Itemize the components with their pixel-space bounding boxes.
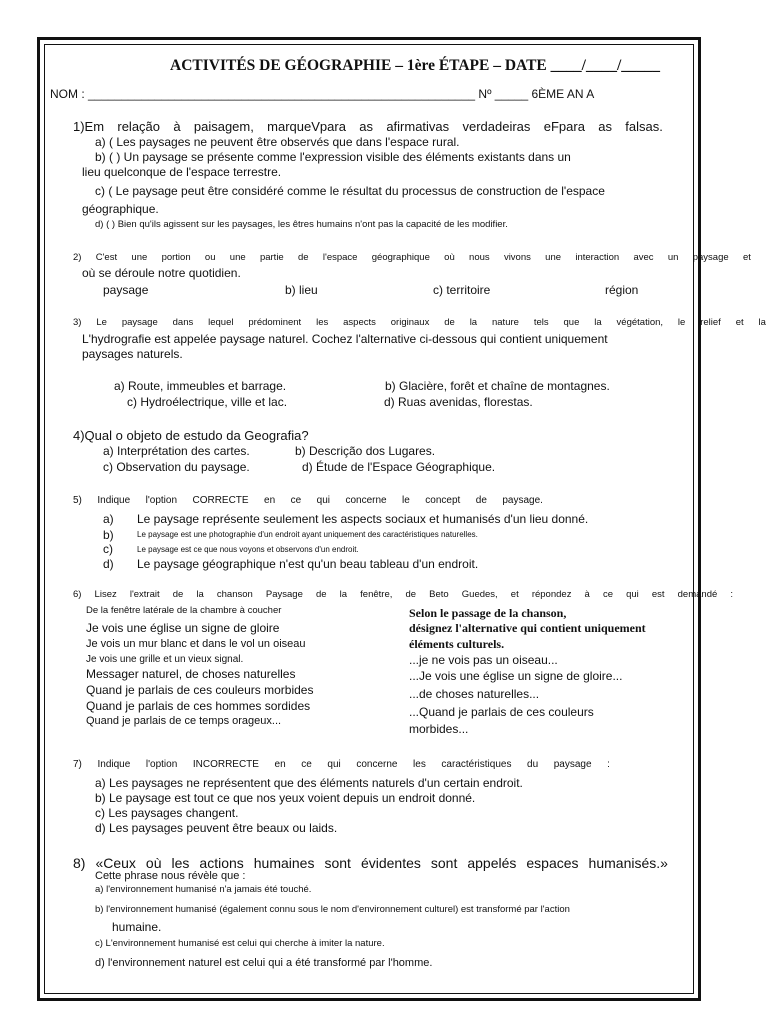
stem-word: où bbox=[145, 855, 162, 871]
stem-word: végétation, bbox=[616, 317, 664, 328]
question-6-prompt-3: éléments culturels. bbox=[409, 637, 505, 651]
question-6-answer-4-cont: morbides... bbox=[409, 722, 469, 736]
stem-word: de bbox=[475, 495, 487, 506]
stem-word: les bbox=[316, 317, 329, 328]
stem-word: caractéristiques bbox=[441, 759, 512, 770]
stem-word: la bbox=[758, 317, 766, 328]
question-6-prompt-2: désignez l'alternative qui contient uniquement bbox=[409, 621, 646, 635]
stem-word: : bbox=[607, 759, 610, 770]
stem-word: paysage bbox=[692, 252, 729, 263]
question-6-answer-3: ...de choses naturelles... bbox=[409, 687, 540, 701]
stem-word: qui bbox=[626, 589, 639, 600]
question-3-option-d: d) Ruas avenidas, florestas. bbox=[384, 395, 533, 409]
stem-word: marqueVpara bbox=[267, 119, 346, 134]
question-5-label-a: a) bbox=[103, 512, 114, 526]
stem-word: humanisés.» bbox=[588, 855, 668, 871]
stem-word: INCORRECTE bbox=[192, 759, 259, 770]
stem-word: paisagem, bbox=[193, 119, 254, 134]
question-5-label-c: c) bbox=[103, 542, 113, 556]
question-5-label-d: d) bbox=[103, 557, 114, 571]
stem-word: paysage bbox=[553, 759, 592, 770]
stem-word: de bbox=[172, 589, 184, 600]
stem-word: concerne bbox=[345, 495, 387, 506]
question-3-stem-cont-2: paysages naturels. bbox=[82, 347, 183, 361]
lyric-line-6: Quand je parlais de ces couleurs morbides bbox=[86, 683, 314, 697]
stem-word: afirmativas bbox=[386, 119, 450, 134]
question-3-stem-cont: L'hydrografie est appelée paysage naturel. Cochez l'alternative ci-dessous qui contient uniquement bbox=[82, 332, 608, 346]
stem-word: Guedes, bbox=[461, 589, 498, 600]
stem-word: relação bbox=[117, 119, 161, 134]
question-7-option-c: c) Les paysages changent. bbox=[95, 806, 239, 820]
stem-word: et bbox=[510, 589, 519, 600]
stem-word: lequel bbox=[208, 317, 234, 328]
stem-word: ce bbox=[301, 759, 312, 770]
stem-word: Beto bbox=[429, 589, 449, 600]
question-3-option-b: b) Glacière, forêt et chaîne de montagnes. bbox=[385, 379, 610, 393]
stem-word: verdadeiras bbox=[462, 119, 531, 134]
question-2-option-a: paysage bbox=[103, 283, 149, 297]
stem-word: eFpara bbox=[543, 119, 585, 134]
stem-word: le bbox=[677, 317, 686, 328]
stem-word: CORRECTE bbox=[192, 495, 249, 506]
stem-word: que bbox=[563, 317, 580, 328]
stem-word: 5) bbox=[73, 495, 82, 506]
question-4-stem: 4)Qual o objeto de estudo da Geografia? bbox=[73, 428, 309, 443]
lyric-line-3: Je vois un mur blanc et dans le vol un oiseau bbox=[86, 638, 306, 650]
question-1-option-c: c) ( Le paysage peut être considéré comme le résultat du processus de construction de l'espace bbox=[95, 184, 605, 198]
stem-word: Indique bbox=[97, 495, 131, 506]
stem-word: aspects bbox=[343, 317, 376, 328]
stem-word: «Ceux bbox=[95, 855, 136, 871]
stem-word: en bbox=[264, 495, 276, 506]
stem-word: 3) bbox=[73, 317, 82, 328]
stem-word: nature bbox=[491, 317, 519, 328]
stem-word: vivons bbox=[503, 252, 531, 263]
lyric-line-2: Je vois une église un signe de gloire bbox=[86, 621, 280, 635]
stem-word: qui bbox=[316, 495, 330, 506]
stem-word: paysage bbox=[121, 317, 158, 328]
question-8-option-d: d) l'environnement naturel est celui qui a été transformé par l'homme. bbox=[95, 957, 433, 969]
stem-word: ce bbox=[290, 495, 302, 506]
stem-word: une bbox=[229, 252, 246, 263]
question-6-stem bbox=[73, 590, 733, 601]
stem-word: où bbox=[444, 252, 455, 263]
stem-word: de bbox=[444, 317, 455, 328]
question-3-stem bbox=[73, 318, 766, 329]
stem-word: Indique bbox=[97, 759, 131, 770]
stem-word: portion bbox=[161, 252, 191, 263]
stem-word: est bbox=[651, 589, 665, 600]
question-1-option-b-cont: lieu quelconque de l'espace terrestre. bbox=[82, 165, 282, 179]
stem-word: demandé bbox=[677, 589, 718, 600]
stem-word: à bbox=[173, 119, 181, 134]
lyric-line-8: Quand je parlais de ce temps orageux... bbox=[86, 715, 282, 727]
stem-word: de bbox=[405, 589, 417, 600]
question-1-option-a: a) ( Les paysages ne peuvent être observés que dans l'espace rural. bbox=[95, 135, 460, 149]
stem-word: l'option bbox=[145, 495, 178, 506]
stem-word: une bbox=[545, 252, 562, 263]
question-7-option-d: d) Les paysages peuvent être beaux ou laids. bbox=[95, 821, 338, 835]
question-4-option-b: b) Descrição dos Lugares. bbox=[295, 444, 436, 458]
stem-word: falsas. bbox=[625, 119, 663, 134]
stem-word: avec bbox=[633, 252, 654, 263]
question-8-stem bbox=[73, 855, 668, 871]
stem-word: partie bbox=[259, 252, 284, 263]
stem-word: actions bbox=[199, 855, 244, 871]
stem-word: Lisez bbox=[94, 589, 117, 600]
stem-word: Le bbox=[96, 317, 107, 328]
stem-word: nous bbox=[469, 252, 490, 263]
stem-word: originaux bbox=[390, 317, 430, 328]
question-5-stem bbox=[73, 495, 543, 507]
stem-word: tels bbox=[533, 317, 549, 328]
question-5-option-c: Le paysage est ce que nous voyons et observons d'un endroit. bbox=[137, 545, 359, 554]
question-4-option-c: c) Observation du paysage. bbox=[103, 460, 250, 474]
stem-word: les bbox=[171, 855, 190, 871]
question-6-answer-1: ...je ne vois pas un oiseau... bbox=[409, 653, 558, 667]
question-2-stem-cont: où se déroule notre quotidien. bbox=[82, 266, 241, 280]
stem-word: as bbox=[598, 119, 612, 134]
question-2-option-b: b) lieu bbox=[285, 283, 318, 297]
question-5-option-b: Le paysage est une photographie d'un endroit ayant uniquement des caractéristiques naturelles. bbox=[137, 530, 478, 539]
stem-word: une bbox=[131, 252, 148, 263]
stem-word: 8) bbox=[73, 855, 86, 871]
question-5-option-d: Le paysage géographique n'est qu'un beau tableau d'un endroit. bbox=[137, 557, 479, 571]
stem-word: à bbox=[584, 589, 590, 600]
question-8-stem-cont: Cette phrase nous révèle que : bbox=[95, 870, 246, 882]
stem-word: appelés bbox=[467, 855, 517, 871]
stem-word: chanson bbox=[216, 589, 253, 600]
question-5-option-a: Le paysage représente seulement les aspects sociaux et humanisés d'un lieu donné. bbox=[137, 512, 589, 526]
question-4-option-a: a) Interprétation des cartes. bbox=[103, 444, 250, 458]
stem-word: ce bbox=[602, 589, 613, 600]
stem-word: la bbox=[339, 589, 348, 600]
question-3-option-c: c) Hydroélectrique, ville et lac. bbox=[127, 395, 288, 409]
question-1-stem bbox=[73, 120, 663, 135]
stem-word: l'espace bbox=[322, 252, 358, 263]
stem-word: prédominent bbox=[248, 317, 302, 328]
stem-word: paysage. bbox=[502, 495, 543, 506]
stem-word: un bbox=[667, 252, 679, 263]
stem-word: la bbox=[469, 317, 478, 328]
stem-word: 1)Em bbox=[73, 119, 105, 134]
stem-word: en bbox=[274, 759, 286, 770]
stem-word: et bbox=[735, 317, 744, 328]
stem-word: : bbox=[730, 589, 733, 600]
lyric-line-1: De la fenêtre latérale de la chambre à coucher bbox=[86, 605, 282, 616]
stem-word: la bbox=[196, 589, 204, 600]
stem-word: les bbox=[413, 759, 426, 770]
stem-word: interaction bbox=[575, 252, 620, 263]
question-2-option-c: c) territoire bbox=[433, 283, 491, 297]
question-8-option-b: b) l'environnement humanisé (également connu sous le nom d'environnement culturel) est transformé par l'action bbox=[95, 904, 570, 915]
stem-word: qui bbox=[327, 759, 341, 770]
question-1-option-c-cont: géographique. bbox=[82, 202, 159, 216]
question-5-label-b: b) bbox=[103, 528, 114, 542]
stem-word: concept bbox=[425, 495, 461, 506]
name-line: NOM : __________________________________________________________ Nº _____ 6ÈME AN A bbox=[50, 87, 595, 101]
question-8-option-b-cont: humaine. bbox=[112, 920, 162, 934]
lyric-line-4: Je vois une grille et un vieux signal. bbox=[86, 654, 244, 665]
stem-word: répondez bbox=[531, 589, 572, 600]
stem-word: et bbox=[742, 252, 751, 263]
question-4-option-d: d) Étude de l'Espace Géographique. bbox=[302, 460, 496, 474]
stem-word: le bbox=[402, 495, 410, 506]
lyric-line-5: Messager naturel, de choses naturelles bbox=[86, 667, 296, 681]
stem-word: géographique bbox=[371, 252, 430, 263]
stem-word: C'est bbox=[95, 252, 118, 263]
stem-word: concerne bbox=[356, 759, 398, 770]
question-2-stem bbox=[73, 253, 751, 264]
stem-word: Paysage bbox=[265, 589, 303, 600]
question-7-option-a: a) Les paysages ne représentent que des éléments naturels d'un certain endroit. bbox=[95, 776, 523, 790]
stem-word: du bbox=[527, 759, 539, 770]
question-6-prompt-1: Selon le passage de la chanson, bbox=[409, 606, 567, 620]
question-2-option-d: région bbox=[605, 283, 639, 297]
question-7-option-b: b) Le paysage est tout ce que nos yeux voient depuis un endroit donné. bbox=[95, 791, 476, 805]
question-6-answer-4: ...Quand je parlais de ces couleurs bbox=[409, 705, 594, 719]
stem-word: dans bbox=[172, 317, 194, 328]
lyric-line-7: Quand je parlais de ces hommes sordides bbox=[86, 699, 311, 713]
question-1-option-d: d) ( ) Bien qu'ils agissent sur les paysages, les êtres humains n'ont pas la capacité de les modifier. bbox=[95, 219, 508, 230]
question-1-option-b: b) ( ) Un paysage se présente comme l'expression visible des éléments existants dans un bbox=[95, 150, 571, 164]
stem-word: sont bbox=[324, 855, 351, 871]
stem-word: de bbox=[298, 252, 309, 263]
question-6-answer-2: ...Je vois une église un signe de gloire... bbox=[409, 669, 623, 683]
question-3-option-a: a) Route, immeubles et barrage. bbox=[114, 379, 287, 393]
stem-word: sont bbox=[430, 855, 458, 871]
stem-word: relief bbox=[700, 317, 721, 328]
question-8-option-c: c) L'environnement humanisé est celui qui cherche à imiter la nature. bbox=[95, 938, 385, 949]
stem-word: 2) bbox=[73, 252, 82, 263]
stem-word: l'option bbox=[145, 759, 178, 770]
stem-word: as bbox=[359, 119, 373, 134]
stem-word: ou bbox=[204, 252, 216, 263]
stem-word: 6) bbox=[73, 589, 82, 600]
question-8-option-a: a) l'environnement humanisé n'a jamais été touché. bbox=[95, 884, 312, 895]
stem-word: la bbox=[594, 317, 602, 328]
stem-word: fenêtre, bbox=[360, 589, 393, 600]
stem-word: 7) bbox=[73, 759, 82, 770]
stem-word: humaines bbox=[253, 855, 315, 871]
stem-word: évidentes bbox=[360, 855, 421, 871]
stem-word: de bbox=[315, 589, 327, 600]
stem-word: l'extrait bbox=[129, 589, 160, 600]
question-7-stem bbox=[73, 759, 610, 771]
page-title: ACTIVITÉS DE GÉOGRAPHIE – 1ère ÉTAPE – DATE ____/____/_____ bbox=[170, 57, 661, 74]
stem-word: espaces bbox=[526, 855, 579, 871]
